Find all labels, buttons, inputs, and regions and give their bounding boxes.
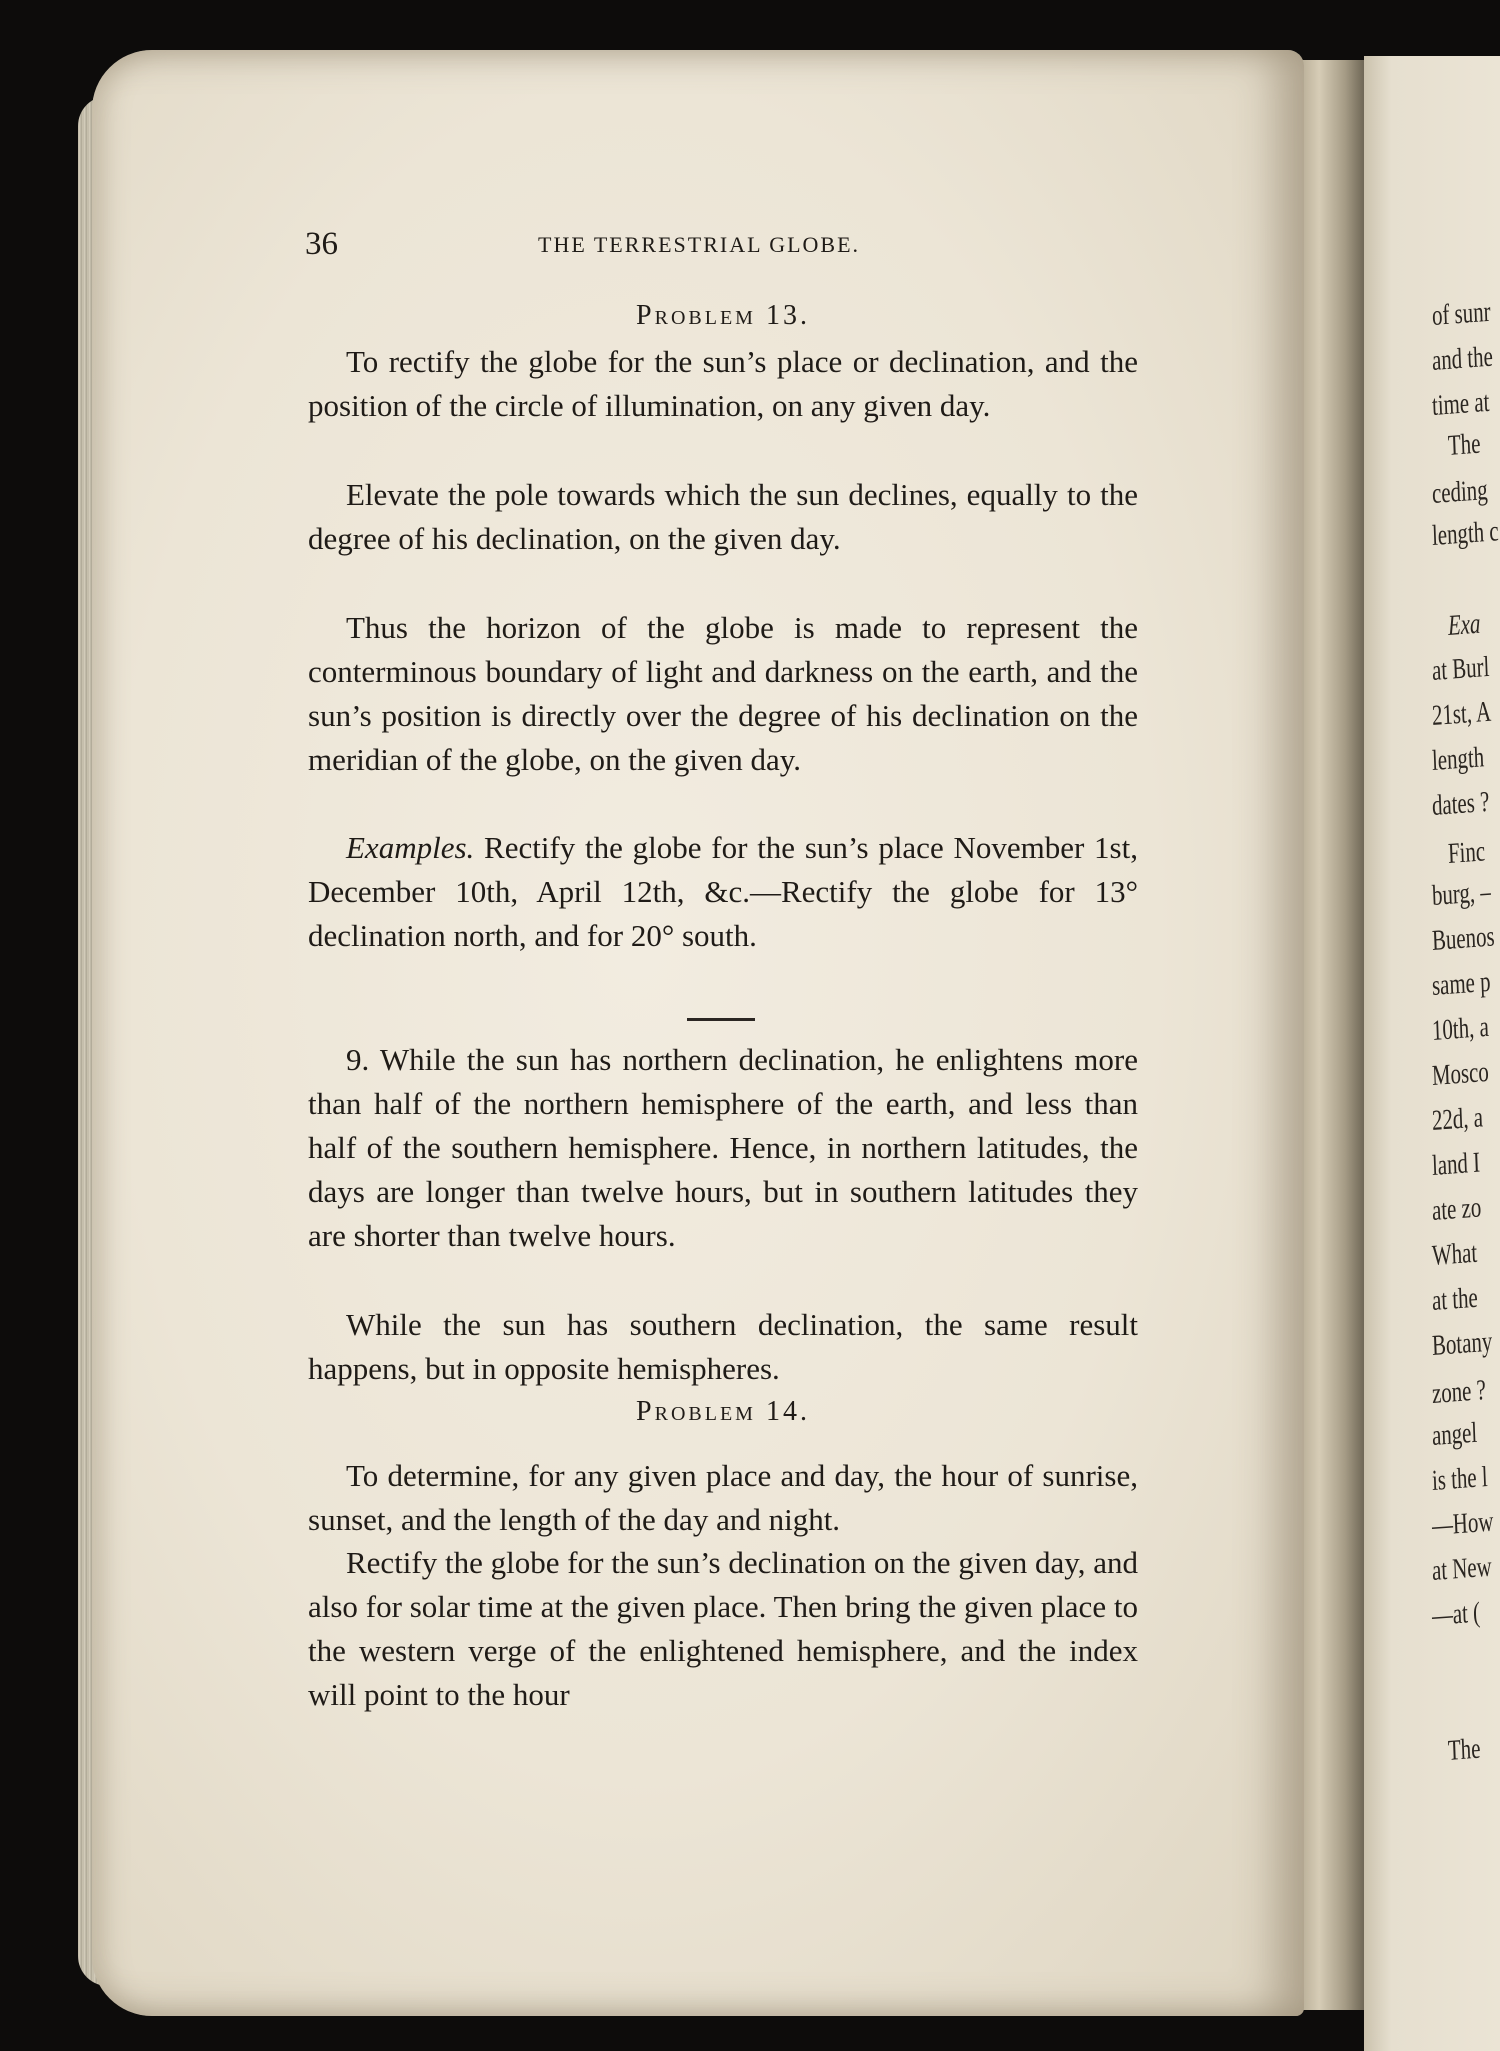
right-page-line: at New: [1431, 1550, 1493, 1587]
examples-label: Examples.: [346, 830, 475, 865]
page-number: 36: [305, 226, 338, 262]
right-page-line: dates ?: [1431, 785, 1490, 822]
right-page-line: and the: [1431, 340, 1494, 377]
right-page-line: 21st, A: [1431, 695, 1492, 732]
problem-13-instruction: Elevate the pole towards which the sun declines, equally to the degree of his declination, on the given day.: [308, 477, 1138, 556]
right-page-line: zone ?: [1431, 1374, 1487, 1410]
right-page-line: 22d, a: [1431, 1101, 1484, 1137]
right-page-line: ate zo: [1431, 1191, 1482, 1227]
right-page-line: Finc: [1447, 835, 1486, 870]
section-9-paragraph: 9. While the sun has northern declination, he enlightens more than half of the northern hemisphere of the earth, and less than half of the southern hemisphere. Hence, in northern latitudes, the days are longer than twelve hours, but in southern latitudes they are shorter than twelve hours.: [308, 1042, 1138, 1253]
right-page-line: —How: [1431, 1505, 1494, 1542]
problem-13-explanation: Thus the horizon of the globe is made to represent the conterminous boundary of light and darkness on the earth, and the sun’s position is directly over the degree of his declination on the meridian of the globe, on the given day.: [308, 610, 1138, 777]
problem-13-statement: To rectify the globe for the sun’s place or declination, and the position of the circle of illumination, on any given day.: [308, 344, 1138, 423]
right-page-line: —at (: [1431, 1596, 1481, 1632]
right-page-line: at Burl: [1431, 650, 1490, 687]
right-page-line: Mosco: [1431, 1055, 1490, 1092]
problem-14-statement: To determine, for any given place and day, the hour of sunrise, sunset, and the length of the day and night.: [308, 1458, 1138, 1537]
section-rule: [687, 1018, 755, 1021]
right-page-line: The: [1447, 427, 1482, 462]
right-page-line: burg, –: [1431, 875, 1492, 912]
right-page-line: angel: [1431, 1416, 1478, 1452]
right-page-line: at the: [1431, 1281, 1479, 1317]
problem-14-instruction: Rectify the globe for the sun’s declination on the given day, and also for solar time at the given place. Then bring the given place to the western verge of the enlightened hemisphere, and the index will point to the hour: [308, 1545, 1138, 1712]
problem-13-heading: Problem 13.: [636, 300, 810, 331]
book-gutter: [1300, 60, 1364, 2010]
problem-13-examples: [308, 826, 1138, 958]
right-page-line: length: [1431, 741, 1485, 777]
right-page-line: is the l: [1431, 1460, 1489, 1497]
right-page-line: What: [1431, 1236, 1478, 1272]
running-head: THE TERRESTRIAL GLOBE.: [538, 232, 861, 257]
problem-14-heading: Problem 14.: [636, 1396, 810, 1427]
right-page-line: Buenos: [1431, 920, 1496, 957]
right-page-line: of sunr: [1431, 295, 1492, 332]
right-page-line: The: [1447, 1732, 1482, 1767]
right-page-line: time at: [1431, 385, 1490, 422]
right-page-line: Exa: [1447, 607, 1482, 642]
right-page-line: ceding: [1431, 473, 1489, 510]
right-page-line: Botany: [1431, 1325, 1493, 1362]
right-page-line: length c: [1431, 515, 1500, 552]
right-page-line: 10th, a: [1431, 1010, 1490, 1047]
right-page-line: same p: [1431, 965, 1492, 1002]
examples-text: Rectify the globe for the sun’s place November 1st, December 10th, April 12th, &c.—Rectify the globe for 13° declination north, and for 20° south.: [308, 830, 1138, 953]
right-page-line: land I: [1431, 1146, 1481, 1182]
section-9-note: While the sun has southern declination, the same result happens, but in opposite hemispheres.: [308, 1307, 1138, 1386]
